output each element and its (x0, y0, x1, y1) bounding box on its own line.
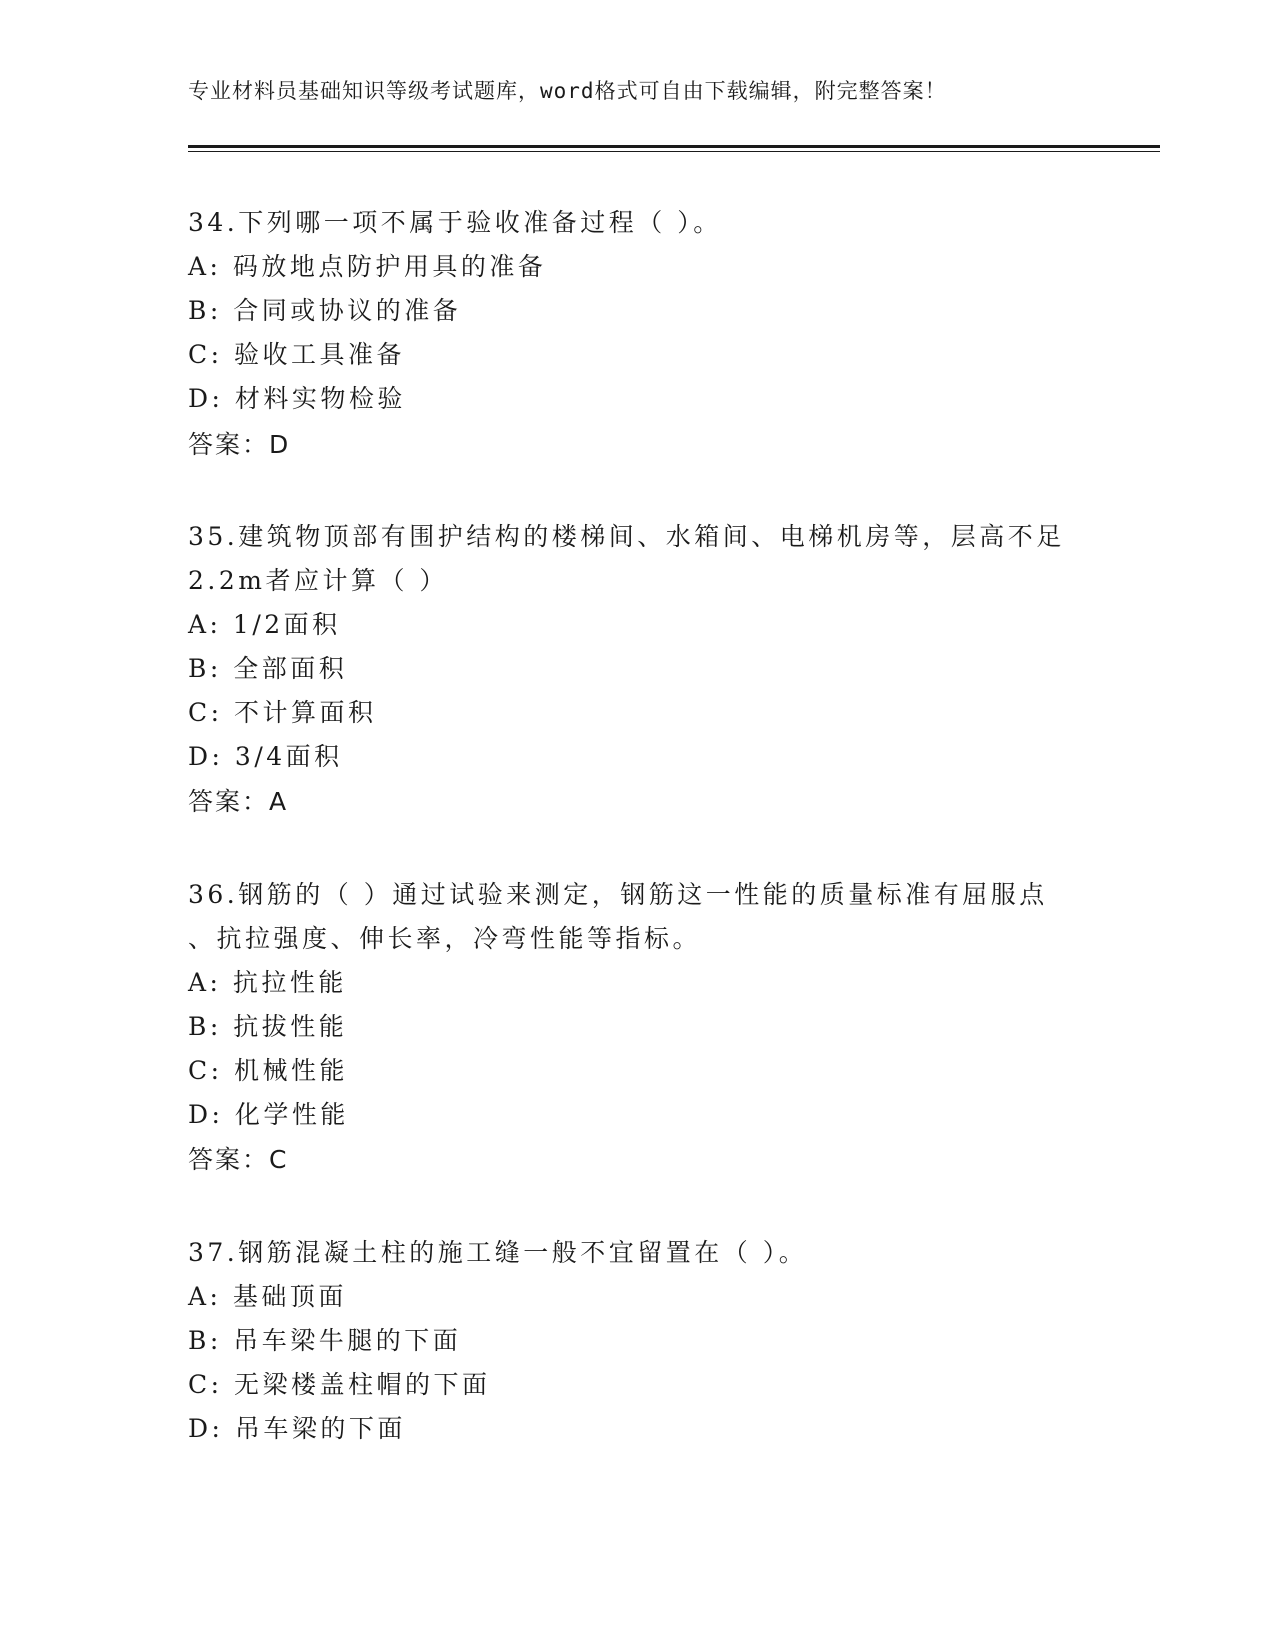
header-rule-thin (188, 151, 1160, 152)
question-37-option-b: B: 吊车梁牛腿的下面 (188, 1326, 462, 1355)
question-35-option-b: B: 全部面积 (188, 654, 348, 683)
question-35-option-a: A: 1/2面积 (188, 610, 341, 639)
question-36-option-d: D: 化学性能 (188, 1100, 349, 1129)
page-header: 专业材料员基础知识等级考试题库，word格式可自由下载编辑，附完整答案！ (188, 79, 947, 103)
question-35-answer: 答案：A (188, 787, 289, 816)
question-35-option-c: C: 不计算面积 (188, 698, 377, 727)
question-36-answer: 答案：C (188, 1145, 289, 1174)
question-37-option-c: C: 无梁楼盖柱帽的下面 (188, 1370, 491, 1399)
question-37-option-d: D: 吊车梁的下面 (188, 1414, 406, 1443)
question-35-stem-line-1: 35.建筑物顶部有围护结构的楼梯间、水箱间、电梯机房等，层高不足 (188, 522, 1065, 551)
question-34-option-a: A: 码放地点防护用具的准备 (188, 252, 547, 281)
question-34-answer: 答案：D (188, 430, 291, 459)
question-34-stem-line-1: 34.下列哪一项不属于验收准备过程（ ）。 (188, 208, 722, 237)
question-34-option-c: C: 验收工具准备 (188, 340, 405, 369)
question-35-option-d: D: 3/4面积 (188, 742, 343, 771)
question-37-option-a: A: 基础顶面 (188, 1282, 347, 1311)
question-36-stem-line-1: 36.钢筋的（ ）通过试验来测定，钢筋这一性能的质量标准有屈服点 (188, 880, 1048, 909)
question-36-option-b: B: 抗拔性能 (188, 1012, 348, 1041)
question-36-stem-line-2: 、抗拉强度、伸长率，冷弯性能等指标。 (188, 924, 702, 953)
header-rule-thick (188, 145, 1160, 148)
question-34-option-b: B: 合同或协议的准备 (188, 296, 462, 325)
question-36-option-c: C: 机械性能 (188, 1056, 348, 1085)
question-34-option-d: D: 材料实物检验 (188, 384, 406, 413)
question-36-option-a: A: 抗拉性能 (188, 968, 347, 997)
question-37-stem-line-1: 37.钢筋混凝土柱的施工缝一般不宜留置在（ ）。 (188, 1238, 808, 1267)
question-35-stem-line-2: 2.2m者应计算（ ） (188, 566, 448, 595)
